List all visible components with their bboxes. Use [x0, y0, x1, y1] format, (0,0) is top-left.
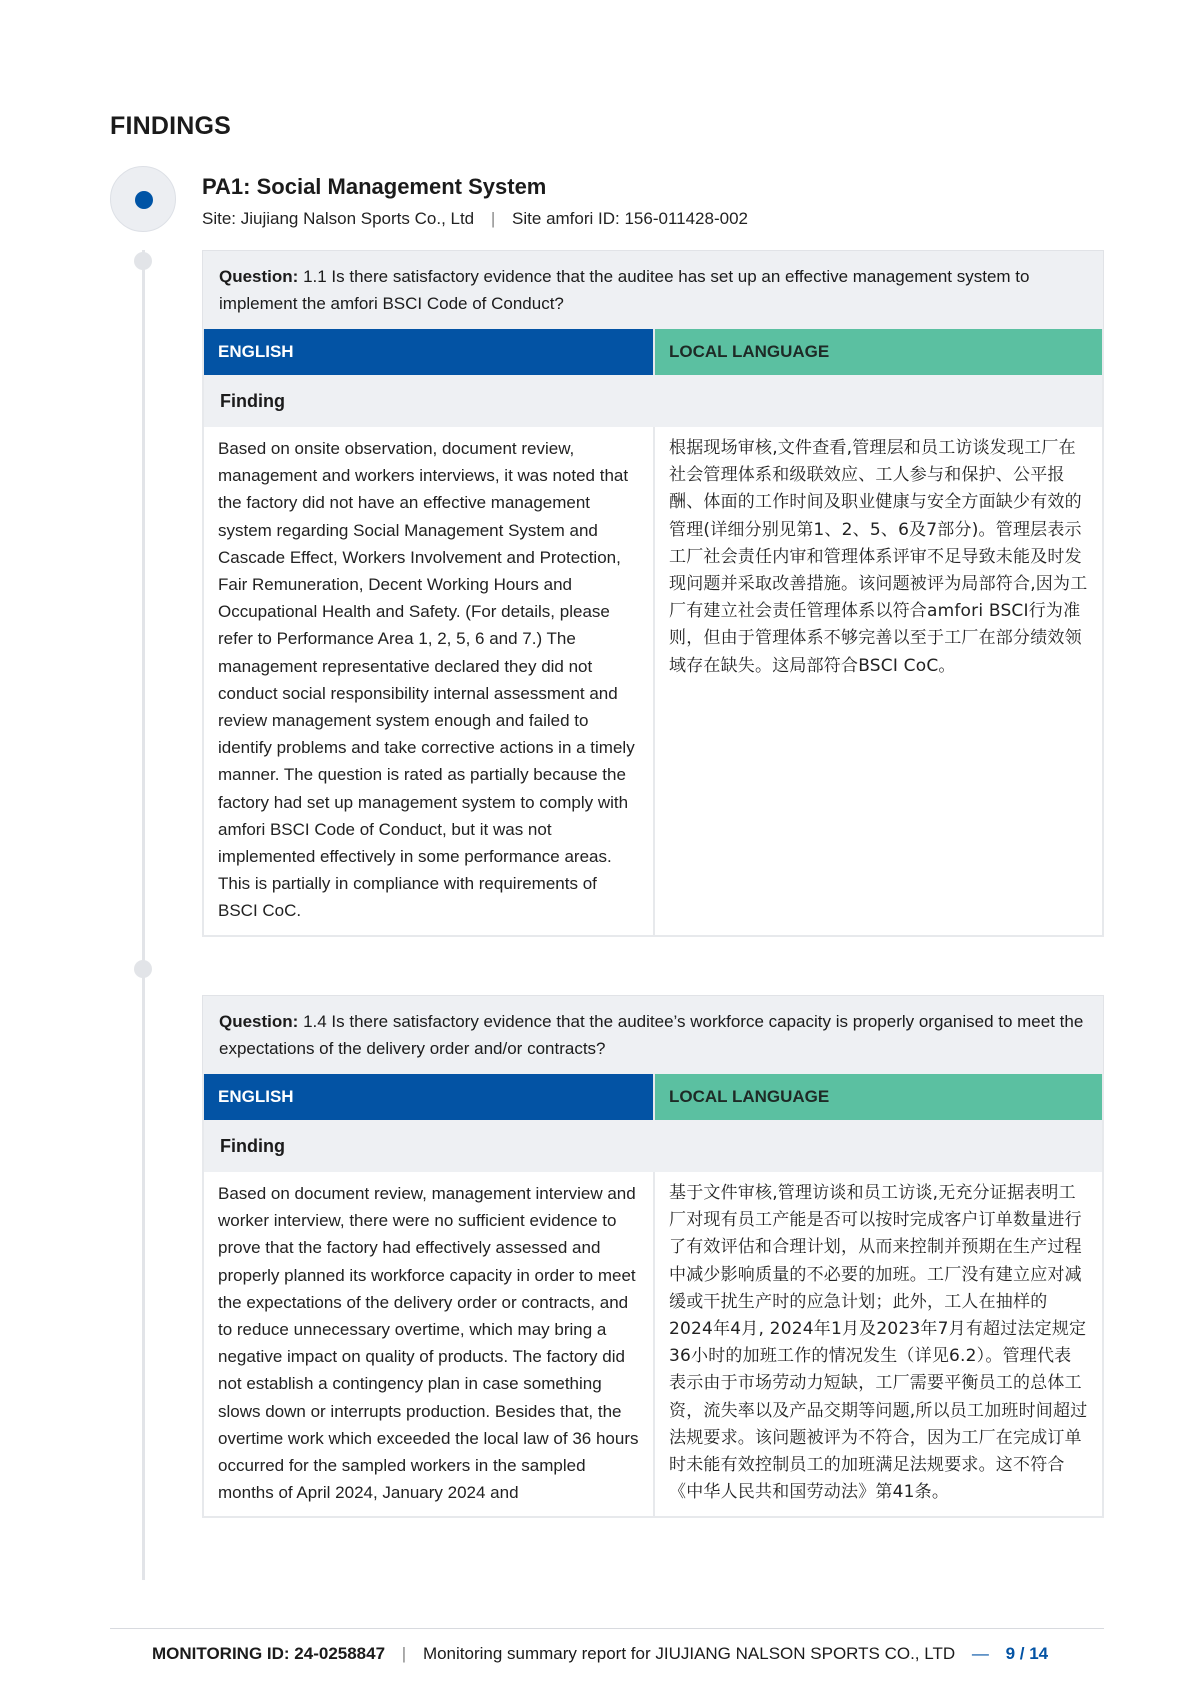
section-title: PA1: Social Management System: [202, 174, 547, 199]
local-language-header: LOCAL LANGUAGE: [653, 329, 1102, 375]
question-text: 1.1 Is there satisfactory evidence that the auditee has set up an effective management system to implement the amfori BSCI Code of Conduct?: [219, 267, 1030, 313]
timeline-line: [142, 250, 145, 1580]
question-block: [202, 995, 1104, 1518]
question-box: [202, 250, 1104, 329]
footer-separator: |: [401, 1644, 407, 1663]
timeline-node: [134, 252, 152, 270]
question-block: [202, 250, 1104, 937]
english-header: ENGLISH: [204, 329, 653, 375]
local-finding: 根据现场审核,文件查看,管理层和员工访谈发现工厂在社会管理体系和级联效应、工人参与和保护、公平报酬、体面的工作时间及职业健康与安全方面缺少有效的管理(详细分别见第1、2、5、6及7部分)。管理层表示工厂社会责任内审和管理体系评审不足导致未能及时发现问题并采取改善措施。该问题被评为局部符合,因为工厂有建立社会责任管理体系以符合amfori BSCI行为准则，但由于管理体系不够完善以至于工厂在部分绩效领域存在缺失。这局部符合BSCI CoC。: [653, 427, 1102, 935]
question-text: 1.4 Is there satisfactory evidence that the auditee’s workforce capacity is properly organised to meet the expectations of the delivery order and/or contracts?: [219, 1012, 1084, 1058]
timeline-node: [134, 960, 152, 978]
footer-dash: —: [971, 1644, 989, 1663]
local-language-header: LOCAL LANGUAGE: [653, 1074, 1102, 1120]
site-amfori-id: Site amfori ID: 156-011428-002: [512, 209, 748, 228]
footer-divider: [110, 1628, 1104, 1629]
section-header: [202, 174, 1102, 229]
question-label: Question:: [219, 1012, 299, 1031]
finding-label: Finding: [202, 1120, 1104, 1172]
english-finding: Based on document review, management interview and worker interview, there were no sufficient evidence to prove that the factory had effectively assessed and properly planned its workforce capacity in order to meet the expectations of the delivery order or contracts, and to reduce unnecessary overtime, which may bring a negative impact on quality of products. The factory did not establish a contingency plan in case something slows down or interrupts production. Besides that, the overtime work which exceeded the local law of 36 hours occurred for the sampled workers in the sampled months of April 2024, January 2024 and: [218, 1184, 639, 1503]
finding-content-row: [202, 1172, 1104, 1518]
local-finding: 基于文件审核,管理访谈和员工访谈,无充分证据表明工厂对现有员工产能是否可以按时完成客户订单数量进行了有效评估和合理计划，从而来控制并预期在生产过程中减少影响质量的不必要的加班。工厂没有建立应对减缓或干扰生产时的应急计划；此外，工人在抽样的2024年4月, 2024年1月及2023年7月有超过法定规定36小时的加班工作的情况发生（详见6.2）。管理代表表示由于市场劳动力短缺，工厂需要平衡员工的总体工资，流失率以及产品交期等问题,所以员工加班时间超过法规要求。该问题被评为不符合，因为工厂在完成订单时未能有效控制员工的加班满足法规要求。这不符合《中华人民共和国劳动法》第41条。: [653, 1172, 1102, 1516]
page-title: FINDINGS: [110, 112, 232, 140]
question-label: Question:: [219, 267, 299, 286]
report-title: Monitoring summary report for JIUJIANG NALSON SPORTS CO., LTD: [422, 1644, 956, 1663]
site-info: [202, 209, 1102, 229]
finding-content-row: [202, 427, 1104, 937]
language-header-row: [202, 1074, 1104, 1120]
language-header-row: [202, 329, 1104, 375]
timeline-dot-icon: [135, 191, 153, 209]
finding-label: Finding: [202, 375, 1104, 427]
site-name: Site: Jiujiang Nalson Sports Co., Ltd: [202, 209, 475, 228]
timeline-marker: [110, 166, 176, 232]
question-box: [202, 995, 1104, 1074]
site-separator: |: [490, 209, 496, 228]
monitoring-id: MONITORING ID: 24-0258847: [152, 1644, 386, 1663]
page-footer: [152, 1644, 1048, 1664]
english-finding: Based on onsite observation, document review, management and workers interviews, it was noted that the factory did not have an effective management system regarding Social Management System and Cascade Effect, Workers Involvement and Protection, Fair Remuneration, Decent Working Hours and Occupational Health and Safety. (For details, please refer to Performance Area 1, 2, 5, 6 and 7.) The management representative declared they did not conduct social responsibility internal assessment and review management system enough and failed to identify problems and take corrective actions in a timely manner. The question is rated as partially because the factory had set up management system to comply with amfori BSCI Code of Conduct, but it was not implemented effectively in some performance areas. This is partially in compliance with requirements of BSCI CoC.: [218, 439, 635, 921]
english-header: ENGLISH: [204, 1074, 653, 1120]
page-number: 9 / 14: [1005, 1644, 1049, 1663]
